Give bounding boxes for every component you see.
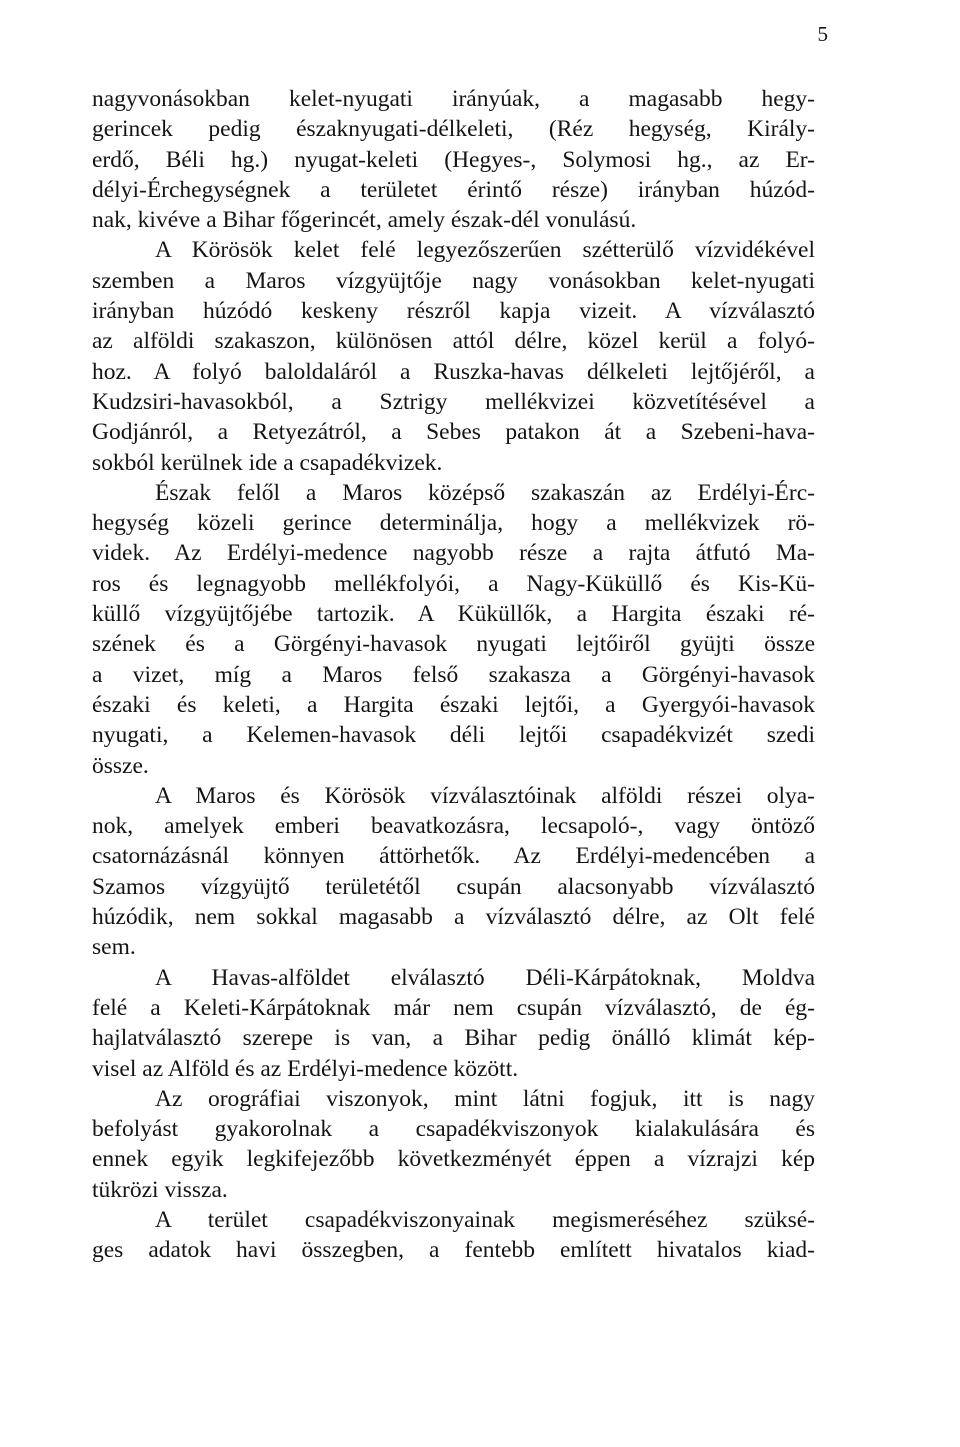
text-line: ges adatok havi összegben, a fentebb említett hivatalos kiad- bbox=[92, 1237, 815, 1264]
text-line: befolyást gyakorolnak a csapadékviszonyok kialakulására és bbox=[92, 1116, 815, 1143]
text-line: nok, amelyek emberi beavatkozásra, lecsapoló-, vagy öntöző bbox=[92, 813, 815, 840]
text-line: sokból kerülnek ide a csapadékvizek. bbox=[92, 449, 443, 476]
text-line: küllő vízgyüjtőjébe tartozik. A Küküllők, a Hargita északi ré- bbox=[92, 601, 815, 628]
text-line: A Havas-alföldet elválasztó Déli-Kárpátoknak, Moldva bbox=[155, 964, 815, 991]
text-line: hoz. A folyó baloldaláról a Ruszka-havas délkeleti lejtőjéről, a bbox=[92, 358, 815, 385]
text-line: irányban húzódó keskeny részről kapja vizeit. A vízválasztó bbox=[92, 298, 815, 325]
text-line: hegység közeli gerince determinálja, hogy a mellékvizek rö- bbox=[92, 510, 815, 537]
text-line: nyugati, a Kelemen-havasok déli lejtői csapadékvizét szedi bbox=[92, 722, 815, 749]
text-line: A Körösök kelet felé legyezőszerűen szétterülő vízvidékével bbox=[155, 237, 815, 264]
text-line: hajlatválasztó szerepe is van, a Bihar pedig önálló klimát kép- bbox=[92, 1025, 815, 1052]
text-line: szemben a Maros vízgyüjtője nagy vonásokban kelet-nyugati bbox=[92, 267, 815, 294]
text-line: össze. bbox=[92, 752, 149, 779]
text-line: erdő, Béli hg.) nyugat-keleti (Hegyes-, Solymosi hg., az Er- bbox=[92, 146, 815, 173]
text-line: a vizet, míg a Maros felső szakasza a Görgényi-havasok bbox=[92, 661, 815, 688]
text-line: Észak felől a Maros középső szakaszán az Erdélyi-Érc- bbox=[155, 479, 815, 506]
text-line: Szamos vízgyüjtő területétől csupán alacsonyabb vízválasztó bbox=[92, 873, 815, 900]
text-line: Az orográfiai viszonyok, mint látni fogjuk, itt is nagy bbox=[155, 1085, 815, 1112]
text-line: északi és keleti, a Hargita északi lejtői, a Gyergyói-havasok bbox=[92, 691, 815, 718]
text-line: videk. Az Erdélyi-medence nagyobb része a rajta átfutó Ma- bbox=[92, 540, 815, 567]
text-line: visel az Alföld és az Erdélyi-medence között. bbox=[92, 1055, 519, 1082]
text-line: Godjánról, a Retyezátról, a Sebes patakon át a Szebeni-hava- bbox=[92, 419, 815, 446]
text-line: A Maros és Körösök vízválasztóinak alföldi részei olya- bbox=[155, 782, 815, 809]
text-line: az alföldi szakaszon, különösen attól délre, közel kerül a folyó- bbox=[92, 328, 815, 355]
text-line: gerincek pedig északnyugati-délkeleti, (Réz hegység, Király- bbox=[92, 116, 815, 143]
body-text bbox=[92, 84, 815, 1266]
text-line: Kudzsiri-havasokból, a Sztrigy mellékvizei közvetítésével a bbox=[92, 388, 815, 415]
text-line: szének és a Görgényi-havasok nyugati lejtőiről gyüjti össze bbox=[92, 631, 815, 658]
text-line: nak, kivéve a Bihar főgerincét, amely észak-dél vonulású. bbox=[92, 207, 637, 234]
text-line: húzódik, nem sokkal magasabb a vízválasztó délre, az Olt felé bbox=[92, 904, 815, 931]
page-number: 5 bbox=[817, 22, 828, 46]
text-line: ros és legnagyobb mellékfolyói, a Nagy-Küküllő és Kis-Kü- bbox=[92, 570, 815, 597]
text-line: nagyvonásokban kelet-nyugati irányúak, a magasabb hegy- bbox=[92, 86, 815, 112]
text-line: csatornázásnál könnyen áttörhetők. Az Erdélyi-medencében a bbox=[92, 843, 815, 870]
text-line: sem. bbox=[92, 934, 136, 961]
text-line: ennek egyik legkifejezőbb következményét éppen a vízrajzi kép bbox=[92, 1146, 815, 1173]
text-line: délyi-Érchegységnek a területet érintő része) irányban húzód- bbox=[92, 176, 815, 203]
text-line: A terület csapadékviszonyainak megismeréséhez szüksé- bbox=[155, 1206, 815, 1233]
text-line: felé a Keleti-Kárpátoknak már nem csupán vízválasztó, de ég- bbox=[92, 994, 815, 1021]
text-line: tükrözi vissza. bbox=[92, 1176, 228, 1203]
